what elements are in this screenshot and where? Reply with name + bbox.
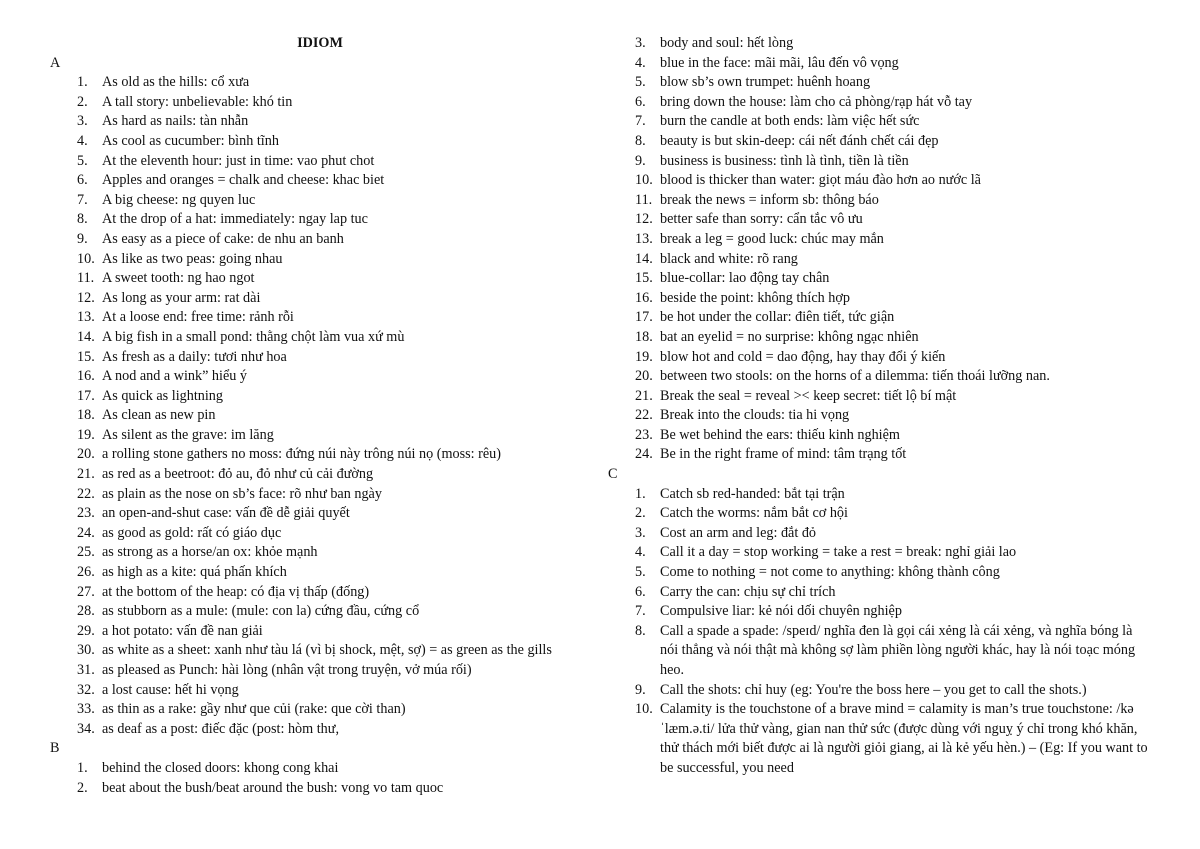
idiom-list-c [608, 485, 1153, 779]
idiom-list-b-part1 [50, 759, 590, 798]
list-item [50, 191, 590, 211]
list-item [608, 328, 1153, 348]
item-text: as white as a sheet: xanh như tàu lá (vì bị shock, mệt, sợ) = as green as the gills [102, 642, 552, 659]
item-number: 17. [635, 309, 653, 326]
list-item [608, 543, 1153, 563]
item-text: break the news = inform sb: thông báo [660, 191, 879, 208]
item-number: 28. [77, 603, 95, 620]
item-text: As clean as new pin [102, 407, 216, 424]
item-number: 32. [77, 681, 95, 698]
list-item [608, 406, 1153, 426]
item-number: 13. [77, 309, 95, 326]
list-item [50, 348, 590, 368]
item-number: 23. [635, 426, 653, 443]
item-number: 22. [77, 485, 95, 502]
section-letter-b: B [50, 740, 60, 757]
list-item [608, 387, 1153, 407]
item-number: 19. [635, 348, 653, 365]
item-number: 7. [635, 603, 646, 620]
item-number: 10. [635, 172, 653, 189]
item-text: A sweet tooth: ng hao ngot [102, 270, 255, 287]
item-text: between two stools: on the horns of a dilemma: tiến thoái lưỡng nan. [660, 368, 1050, 385]
item-number: 1. [635, 485, 646, 502]
list-item [608, 132, 1153, 152]
section-letter-c: C [608, 466, 618, 483]
list-item [50, 250, 590, 270]
list-item [50, 641, 590, 661]
item-text: beauty is but skin-deep: cái nết đánh chết cái đẹp [660, 132, 939, 149]
item-text: Break the seal = reveal >< keep secret: tiết lộ bí mật [660, 387, 957, 404]
item-text: as thin as a rake: gầy như que củi (rake: que cời than) [102, 701, 406, 718]
item-text: Break into the clouds: tia hi vọng [660, 407, 850, 424]
item-number: 33. [77, 701, 95, 718]
item-number: 34. [77, 720, 95, 737]
page-title: IDIOM [297, 35, 343, 51]
list-item [608, 426, 1153, 446]
list-item [50, 602, 590, 622]
item-text: As old as the hills: cổ xưa [102, 74, 250, 91]
item-number: 26. [77, 564, 95, 581]
list-item [608, 289, 1153, 309]
item-text: beside the point: không thích hợp [660, 289, 850, 306]
item-number: 6. [77, 172, 88, 189]
list-item [50, 720, 590, 740]
list-item [50, 308, 590, 328]
item-text: an open-and-shut case: vấn đề dễ giải quyết [102, 505, 350, 522]
list-item [50, 583, 590, 603]
list-item [50, 465, 590, 485]
item-text: As fresh as a daily: tươi như hoa [102, 348, 287, 365]
item-text: Calamity is the touchstone of a brave mind = calamity is man’s true touchstone: /kəˈlæm.ə.ti/ lửa thử vàng, gian nan thử sức (được dùng với nguỵ ý chỉ trong khó khăn, thử thách mới biết được ai là người giỏi giang, ai là kẻ yếu hèn.) – (Eg: If you want to be successful, you need [660, 701, 1148, 776]
item-text: blood is thicker than water: giọt máu đào hơn ao nước lã [660, 172, 981, 189]
item-text: blow sb’s own trumpet: huênh hoang [660, 74, 871, 91]
item-text: Be wet behind the ears: thiếu kinh nghiệm [660, 426, 900, 443]
list-item [50, 210, 590, 230]
list-item [50, 622, 590, 642]
list-item [608, 563, 1153, 583]
list-item [608, 308, 1153, 328]
list-item [50, 504, 590, 524]
item-number: 27. [77, 583, 95, 600]
list-item [608, 700, 1153, 778]
item-number: 20. [77, 446, 95, 463]
list-item [608, 681, 1153, 701]
item-number: 17. [77, 387, 95, 404]
item-number: 21. [635, 387, 653, 404]
item-number: 18. [77, 407, 95, 424]
item-number: 4. [77, 132, 88, 149]
item-number: 3. [635, 35, 646, 51]
list-item [50, 171, 590, 191]
list-item [608, 622, 1153, 681]
item-text: At the eleventh hour: just in time: vao phut chot [102, 152, 375, 169]
left-column [50, 34, 590, 798]
item-number: 25. [77, 544, 95, 561]
item-text: A nod and a wink” hiểu ý [102, 368, 247, 385]
item-text: Come to nothing = not come to anything: không thành công [660, 564, 1000, 581]
item-text: as stubborn as a mule: (mule: con la) cứng đầu, cứng cổ [102, 603, 420, 620]
item-number: 2. [77, 93, 88, 110]
list-item [608, 73, 1153, 93]
item-text: burn the candle at both ends: làm việc hết sức [660, 113, 920, 130]
item-number: 5. [635, 74, 646, 91]
list-item [50, 661, 590, 681]
item-text: Call a spade a spade: /speɪd/ nghĩa đen là gọi cái xẻng là cái xẻng, và nghĩa bóng là nói thẳng và nói thật mà không sợ làm phiền lòng người khác, hay là nói toạc móng heo. [660, 622, 1136, 678]
item-text: A tall story: unbelievable: khó tin [102, 93, 293, 110]
list-item [608, 93, 1153, 113]
item-text: As cool as cucumber: bình tĩnh [102, 132, 279, 149]
item-text: As like as two peas: going nhau [102, 250, 283, 267]
item-text: A big cheese: ng quyen luc [102, 191, 256, 208]
list-item [608, 269, 1153, 289]
item-text: a lost cause: hết hi vọng [102, 681, 239, 698]
list-item [50, 681, 590, 701]
list-item [50, 759, 590, 779]
idiom-list-a [50, 73, 590, 739]
item-text: a hot potato: vấn đề nan giải [102, 622, 263, 639]
item-number: 23. [77, 505, 95, 522]
item-number: 14. [77, 328, 95, 345]
list-item [608, 524, 1153, 544]
item-number: 15. [635, 270, 653, 287]
item-number: 2. [635, 505, 646, 522]
item-number: 12. [77, 289, 95, 306]
item-number: 7. [635, 113, 646, 130]
item-text: as strong as a horse/an ox: khỏe mạnh [102, 544, 318, 561]
list-item [50, 367, 590, 387]
list-item [608, 54, 1153, 74]
item-text: bring down the house: làm cho cả phòng/rạp hát vỗ tay [660, 93, 973, 110]
list-item [50, 93, 590, 113]
item-text: As easy as a piece of cake: de nhu an banh [102, 230, 344, 247]
item-text: bat an eyelid = no surprise: không ngạc nhiên [660, 328, 919, 345]
item-number: 3. [77, 113, 88, 130]
list-item [50, 152, 590, 172]
list-item [50, 328, 590, 348]
item-number: 6. [635, 93, 646, 110]
item-number: 11. [77, 270, 95, 287]
item-number: 5. [77, 152, 88, 169]
item-text: Be in the right frame of mind: tâm trạng tốt [660, 446, 907, 463]
list-item [608, 34, 1153, 54]
list-item [50, 426, 590, 446]
list-item [608, 583, 1153, 603]
item-number: 24. [635, 446, 653, 463]
list-item [50, 485, 590, 505]
item-number: 16. [635, 289, 653, 306]
list-item [50, 563, 590, 583]
list-item [50, 269, 590, 289]
list-item [608, 485, 1153, 505]
list-item [50, 543, 590, 563]
item-text: as deaf as a post: điếc đặc (post: hòm thư, [102, 720, 339, 737]
list-item [50, 112, 590, 132]
list-item [50, 406, 590, 426]
item-text: Call it a day = stop working = take a rest = break: nghỉ giải lao [660, 544, 1017, 561]
list-item [608, 152, 1153, 172]
item-number: 14. [635, 250, 653, 267]
item-number: 30. [77, 642, 95, 659]
list-item [50, 779, 590, 799]
item-text: as pleased as Punch: hài lòng (nhân vật trong truyện, vở múa rối) [102, 662, 472, 678]
item-text: Compulsive liar: kẻ nói dối chuyên nghiệp [660, 603, 902, 620]
item-text: Apples and oranges = chalk and cheese: khac biet [102, 172, 385, 189]
list-item [50, 230, 590, 250]
item-text: better safe than sorry: cẩn tắc vô ưu [660, 211, 863, 228]
item-number: 18. [635, 328, 653, 345]
item-number: 9. [635, 152, 646, 169]
item-number: 22. [635, 407, 653, 424]
item-text: A big fish in a small pond: thằng chột làm vua xứ mù [102, 328, 405, 345]
item-number: 8. [635, 132, 646, 149]
item-number: 8. [77, 211, 88, 228]
item-text: at the bottom of the heap: có địa vị thấp (đống) [102, 583, 370, 600]
list-item [608, 348, 1153, 368]
list-item [608, 230, 1153, 250]
item-number: 4. [635, 54, 646, 71]
right-column [608, 34, 1153, 779]
list-item [50, 73, 590, 93]
item-number: 12. [635, 211, 653, 228]
item-number: 10. [635, 701, 653, 718]
item-number: 1. [77, 759, 88, 776]
item-text: As long as your arm: rat dài [102, 289, 261, 306]
list-item [50, 700, 590, 720]
list-item [608, 602, 1153, 622]
item-text: blue-collar: lao động tay chân [660, 270, 830, 287]
list-item [608, 112, 1153, 132]
item-number: 11. [635, 191, 653, 208]
item-number: 31. [77, 662, 95, 678]
item-text: be hot under the collar: điên tiết, tức giận [660, 309, 895, 326]
item-number: 15. [77, 348, 95, 365]
item-number: 21. [77, 466, 95, 483]
item-text: a rolling stone gathers no moss: đứng núi này trông núi nọ (moss: rêu) [102, 446, 501, 463]
list-item [608, 250, 1153, 270]
item-number: 29. [77, 622, 95, 639]
item-text: beat about the bush/beat around the bush: vong vo tam quoc [102, 779, 444, 796]
item-text: as red as a beetroot: đỏ au, đỏ như củ cải đường [102, 466, 374, 483]
item-number: 24. [77, 524, 95, 541]
list-item [608, 445, 1153, 465]
item-number: 10. [77, 250, 95, 267]
item-text: Cost an arm and leg: đắt đỏ [660, 524, 817, 541]
list-item [50, 387, 590, 407]
item-text: As quick as lightning [102, 387, 223, 404]
item-text: black and white: rõ rang [660, 250, 798, 267]
item-number: 1. [77, 74, 88, 91]
item-number: 9. [635, 681, 646, 698]
item-text: as high as a kite: quá phấn khích [102, 564, 287, 581]
item-number: 16. [77, 368, 95, 385]
item-text: body and soul: hết lòng [660, 35, 794, 51]
item-number: 8. [635, 622, 646, 639]
item-text: At the drop of a hat: immediately: ngay lap tuc [102, 211, 368, 228]
list-item [608, 171, 1153, 191]
item-number: 19. [77, 426, 95, 443]
item-text: break a leg = good luck: chúc may mắn [660, 230, 884, 247]
item-text: Call the shots: chỉ huy (eg: You're the boss here – you get to call the shots.) [660, 681, 1087, 698]
item-text: blow hot and cold = dao động, hay thay đổi ý kiến [660, 348, 946, 365]
item-text: Catch sb red-handed: bắt tại trận [660, 485, 845, 502]
list-item [50, 132, 590, 152]
item-number: 20. [635, 368, 653, 385]
item-number: 9. [77, 230, 88, 247]
list-item [50, 289, 590, 309]
item-text: At a loose end: free time: rảnh rỗi [102, 309, 294, 326]
item-number: 3. [635, 524, 646, 541]
item-number: 2. [77, 779, 88, 796]
item-number: 13. [635, 230, 653, 247]
list-item [608, 191, 1153, 211]
item-text: Catch the worms: nắm bắt cơ hội [660, 505, 848, 522]
list-item [608, 504, 1153, 524]
item-text: As silent as the grave: im lăng [102, 426, 274, 443]
item-text: Carry the can: chịu sự chỉ trích [660, 583, 836, 600]
item-text: as good as gold: rất có giáo dục [102, 524, 282, 541]
list-item [50, 445, 590, 465]
item-text: behind the closed doors: khong cong khai [102, 759, 339, 776]
item-number: 5. [635, 564, 646, 581]
item-number: 6. [635, 583, 646, 600]
list-item [50, 524, 590, 544]
list-item [608, 367, 1153, 387]
item-text: As hard as nails: tàn nhẫn [102, 113, 249, 130]
list-item [608, 210, 1153, 230]
item-number: 4. [635, 544, 646, 561]
item-number: 7. [77, 191, 88, 208]
item-text: as plain as the nose on sb’s face: rõ như ban ngày [102, 485, 382, 502]
item-text: blue in the face: mãi mãi, lâu đến vô vọng [660, 54, 899, 71]
idiom-list-b-part2 [608, 34, 1153, 465]
section-letter-a: A [50, 54, 61, 71]
item-text: business is business: tình là tình, tiền là tiền [660, 152, 909, 169]
